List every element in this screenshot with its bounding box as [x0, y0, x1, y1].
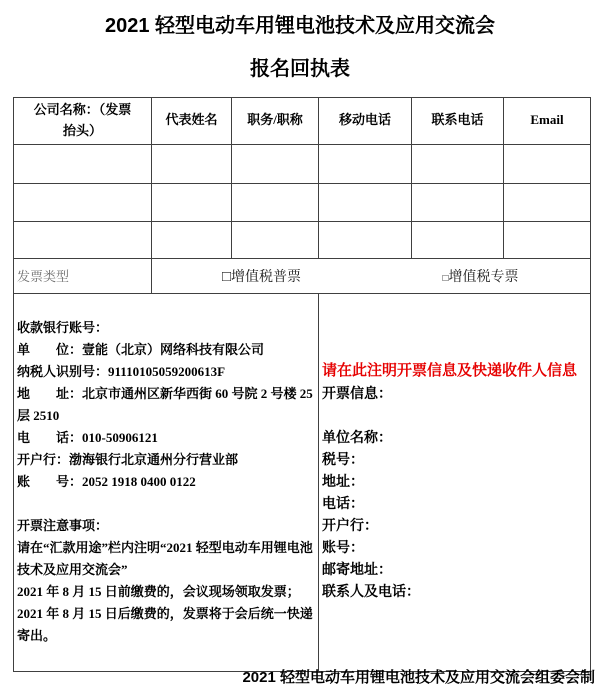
header-row — [14, 98, 591, 145]
payment-line: 收款银行账号： — [17, 319, 109, 335]
invoice-type-row — [14, 258, 591, 293]
payment-line-blank — [17, 493, 316, 515]
attendee-cell[interactable] — [504, 221, 591, 258]
payment-line: 账 号：2052 1918 0400 0122 — [17, 473, 196, 489]
attendee-cell[interactable] — [412, 183, 504, 221]
attendee-row — [14, 183, 591, 221]
attendee-cell[interactable] — [14, 221, 152, 258]
invoice-recipient-cell — [319, 293, 591, 671]
attendee-cell[interactable] — [152, 221, 232, 258]
attendee-cell[interactable] — [152, 144, 232, 183]
footer-credit: 2021 轻型电动车用锂电池技术及应用交流会组委会制 — [242, 669, 595, 686]
invoice-field-address[interactable]: 地址： — [322, 472, 364, 489]
registration-form-table — [13, 97, 591, 672]
payment-line: 电 话：010-50906121 — [17, 429, 158, 445]
attendee-cell[interactable] — [232, 221, 319, 258]
attendee-cell[interactable] — [319, 221, 412, 258]
payment-line: 开户行：渤海银行北京通州分行营业部 — [17, 451, 239, 467]
payment-line: 单 位：壹能（北京）网络科技有限公司 — [17, 341, 265, 357]
checkbox-icon[interactable]: □ — [442, 272, 449, 284]
attendee-cell[interactable] — [412, 144, 504, 183]
invoice-option-general-label: 增值税普票 — [231, 267, 302, 284]
invoice-section-label: 开票信息： — [322, 384, 392, 401]
header-email: Email — [504, 98, 591, 145]
bottom-section-row — [14, 293, 591, 671]
invoice-field-mailing-address[interactable]: 邮寄地址： — [322, 560, 392, 577]
attendee-row — [14, 221, 591, 258]
attendee-cell[interactable] — [319, 144, 412, 183]
invoice-field-phone[interactable]: 电话： — [322, 494, 364, 511]
invoice-notice-red: 请在此注明开票信息及快递收件人信息 — [322, 361, 578, 379]
header-job-title: 职务/职称 — [232, 98, 319, 145]
invoice-field-bank[interactable]: 开户行： — [322, 516, 378, 533]
payment-info-cell — [14, 293, 319, 671]
invoice-field-company[interactable]: 单位名称： — [322, 428, 392, 445]
header-contact-phone: 联系电话 — [412, 98, 504, 145]
checkbox-icon[interactable]: □ — [221, 267, 232, 285]
attendee-cell[interactable] — [152, 183, 232, 221]
attendee-cell[interactable] — [504, 183, 591, 221]
invoice-option-special[interactable] — [371, 266, 590, 286]
page-subtitle: 报名回执表 — [250, 58, 350, 80]
invoice-type-label: 发票类型 — [14, 258, 152, 293]
attendee-cell[interactable] — [232, 183, 319, 221]
header-company-name: 公司名称：（发票抬头） — [14, 98, 152, 145]
attendee-row — [14, 144, 591, 183]
invoice-field-contact[interactable]: 联系人及电话： — [322, 582, 420, 599]
attendee-cell[interactable] — [319, 183, 412, 221]
invoice-option-special-label: 增值税专票 — [448, 267, 519, 284]
invoice-type-options-cell — [152, 258, 591, 293]
header-representative-name: 代表姓名 — [152, 98, 232, 145]
payment-line: 纳税人识别号：91110105059200613F — [17, 363, 226, 379]
invoice-field-account[interactable]: 账号： — [322, 538, 364, 555]
payment-note: 2021 年 8 月 15 日后缴费的，发票将于会后统一快递寄出。 — [17, 605, 313, 643]
payment-note: 2021 年 8 月 15 日前缴费的，会议现场领取发票； — [17, 583, 300, 599]
spacer — [322, 404, 590, 426]
payment-line: 地 址：北京市通州区新华西街 60 号院 2 号楼 25 层 2510 — [17, 385, 313, 423]
header-mobile-phone: 移动电话 — [319, 98, 412, 145]
payment-note: 请在“汇款用途”栏内注明“2021 轻型电动车用锂电池技术及应用交流会” — [17, 539, 313, 577]
attendee-cell[interactable] — [412, 221, 504, 258]
attendee-cell[interactable] — [232, 144, 319, 183]
invoice-option-general[interactable] — [152, 266, 371, 286]
payment-notes-heading: 开票注意事项： — [17, 517, 109, 533]
attendee-cell[interactable] — [504, 144, 591, 183]
attendee-cell[interactable] — [14, 144, 152, 183]
attendee-cell[interactable] — [14, 183, 152, 221]
invoice-field-tax-id[interactable]: 税号： — [322, 450, 364, 467]
page-title: 2021 轻型电动车用锂电池技术及应用交流会 — [104, 15, 496, 37]
